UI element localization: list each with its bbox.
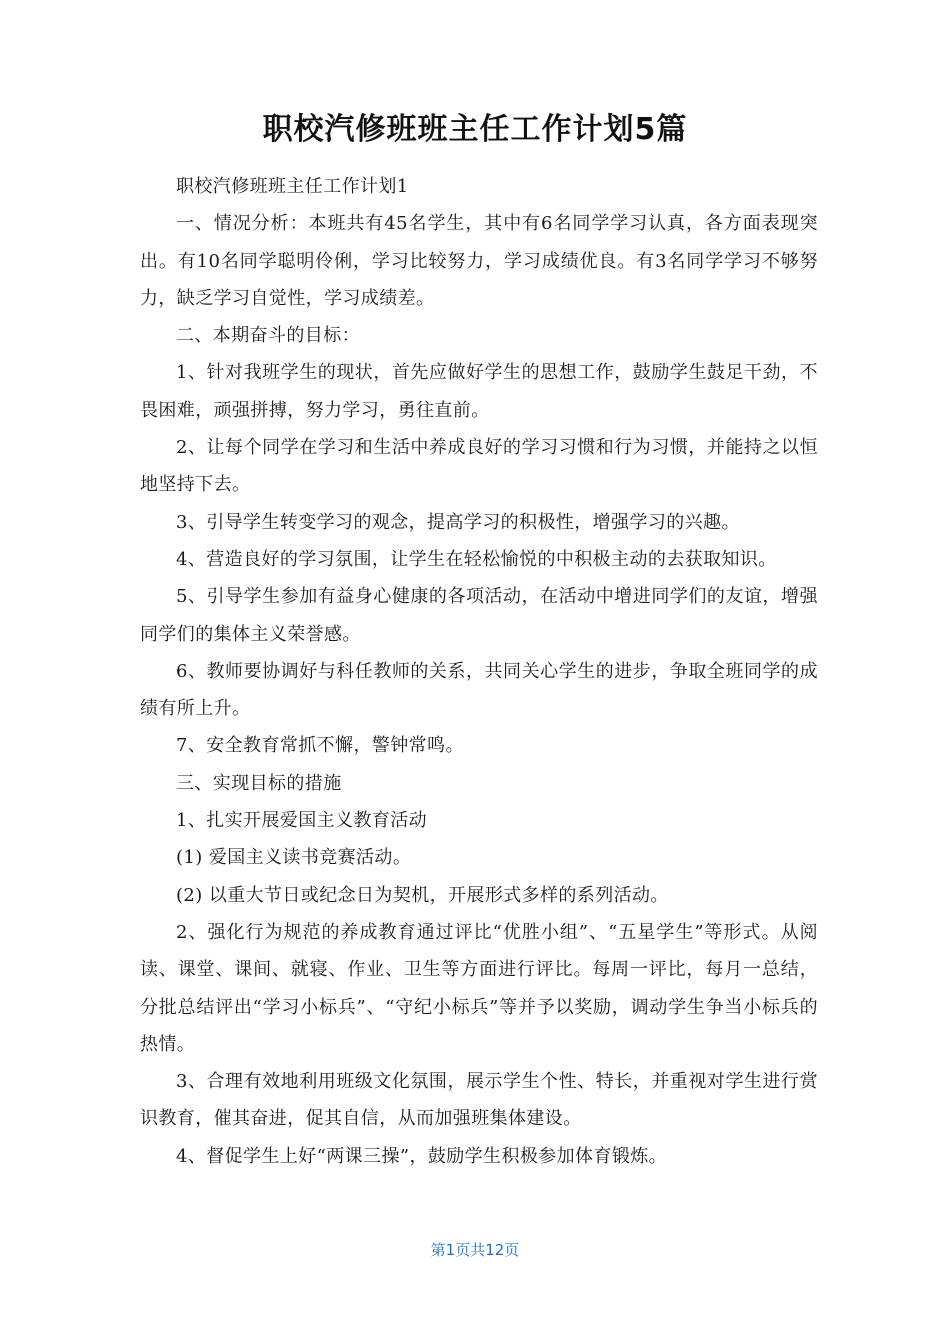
paragraph: (2) 以重大节日或纪念日为契机，开展形式多样的系列活动。	[176, 884, 669, 906]
paragraph: 5、引导学生参加有益身心健康的各项活动，在活动中增进同学们的友谊，增强同学们的集体主义荣誉感。	[140, 586, 818, 645]
paragraph: (1) 爱国主义读书竞赛活动。	[176, 847, 412, 869]
paragraph: 2、强化行为规范的养成教育通过评比“优胜小组”、“五星学生”等形式。从阅读、课堂、课间、就寝、作业、卫生等方面进行评比。每周一评比，每月一总结，分批总结评出“学习小标兵”、“守纪小标兵”等并予以奖励，调动学生争当小标兵的热情。	[140, 921, 818, 1055]
paragraph: 2、让每个同学在学习和生活中养成良好的学习习惯和行为习惯，并能持之以恒地坚持下去。	[140, 437, 818, 496]
paragraph: 1、扎实开展爱国主义教育活动	[176, 810, 428, 832]
page-number-footer: 第1页共12页	[430, 1241, 520, 1259]
paragraph: 一、情况分析：本班共有45名学生，其中有6名同学学习认真，各方面表现突出。有10名同学聪明伶俐，学习比较努力，学习成绩优良。有3名同学学习不够努力，缺乏学习自觉性，学习成绩差。	[140, 213, 818, 309]
section-heading: 三、实现目标的措施	[176, 772, 342, 794]
paragraph: 4、督促学生上好“两课三操”，鼓励学生积极参加体育锻炼。	[176, 1145, 668, 1167]
paragraph: 二、本期奋斗的目标：	[176, 325, 360, 347]
document-body	[140, 168, 818, 1175]
paragraph: 6、教师要协调好与科任教师的关系，共同关心学生的进步，争取全班同学的成绩有所上升。	[140, 660, 818, 720]
document-title: 职校汽修班班主任工作计划5篇	[262, 112, 688, 147]
paragraph: 7、安全教育常抓不懈，警钟常鸣。	[176, 735, 464, 757]
paragraph: 4、营造良好的学习氛围，让学生在轻松愉悦的中积极主动的去获取知识。	[176, 548, 777, 570]
paragraph: 1、针对我班学生的现状，首先应做好学生的思想工作，鼓励学生鼓足干劲，不畏困难，顽强拼搏，努力学习，勇往直前。	[140, 362, 818, 421]
paragraph: 3、合理有效地利用班级文化氛围，展示学生个性、特长，并重视对学生进行赏识教育，催其奋进，促其自信，从而加强班集体建设。	[140, 1071, 818, 1130]
paragraph: 3、引导学生转变学习的观念，提高学习的积极性，增强学习的兴趣。	[176, 511, 740, 533]
paragraph: 职校汽修班班主任工作计划1	[176, 176, 409, 197]
